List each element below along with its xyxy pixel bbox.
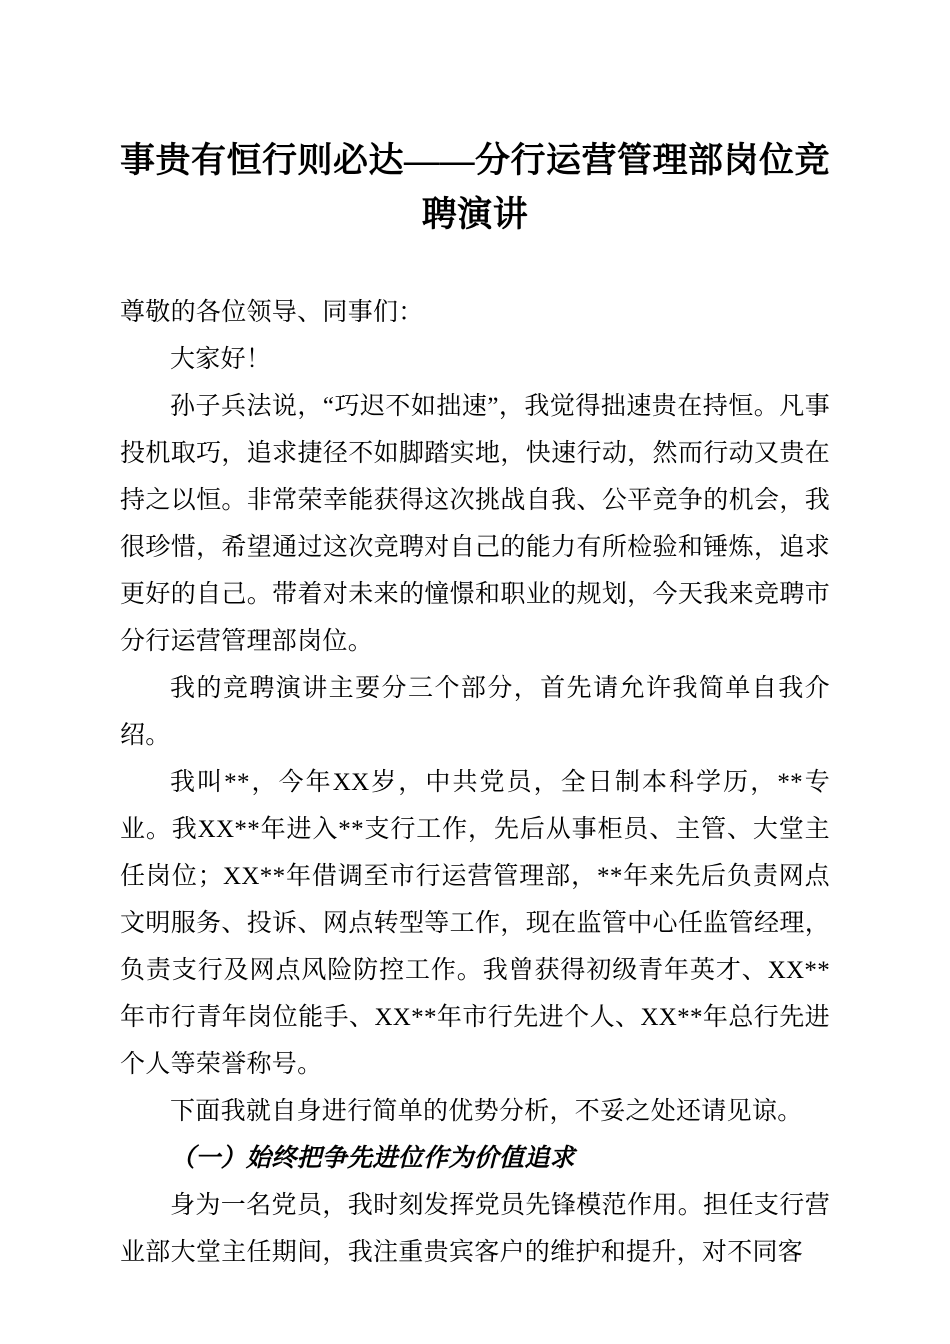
paragraph: 尊敬的各位领导、同事们： <box>120 298 424 326</box>
paragraph: 我的竞聘演讲主要分三个部分，首先请允许我简单自我介绍。 <box>120 674 830 749</box>
paragraph: 身为一名党员，我时刻发挥党员先锋模范作用。担任支行营业部大堂主任期间，我注重贵宾客户的维护和提升，对不同客 <box>120 1191 830 1266</box>
paragraph: 我叫**，今年XX岁，中共党员，全日制本科学历，**专业。我XX**年进入**支行工作，先后从事柜员、主管、大堂主任岗位；XX**年借调至市行运营管理部，**年来先后负责网点文明服务、投诉、网点转型等工作，现在监管中心任监管经理，负责支行及网点风险防控工作。我曾获得初级青年英才、XX**年市行青年岗位能手、XX**年市行先进个人、XX**年总行先进个人等荣誉称号。 <box>120 768 830 1078</box>
paragraph: 下面我就自身进行简单的优势分析，不妥之处还请见谅。 <box>170 1097 803 1125</box>
paragraph: 孙子兵法说，“巧迟不如拙速”，我觉得拙速贵在持恒。凡事投机取巧，追求捷径不如脚踏实地，快速行动，然而行动又贵在持之以恒。非常荣幸能获得这次挑战自我、公平竞争的机会，我很珍惜，希望通过这次竞聘对自己的能力有所检验和锤炼，追求更好的自己。带着对未来的憧憬和职业的规划，今天我来竞聘市分行运营管理部岗位。 <box>120 392 830 655</box>
paragraph: 大家好！ <box>170 345 272 373</box>
document-body <box>120 289 830 1276</box>
document-title: 事贵有恒行则必达——分行运营管理部岗位竞聘演讲 <box>120 141 831 235</box>
section-heading: （一）始终把争先进位作为价值追求 <box>170 1144 575 1172</box>
